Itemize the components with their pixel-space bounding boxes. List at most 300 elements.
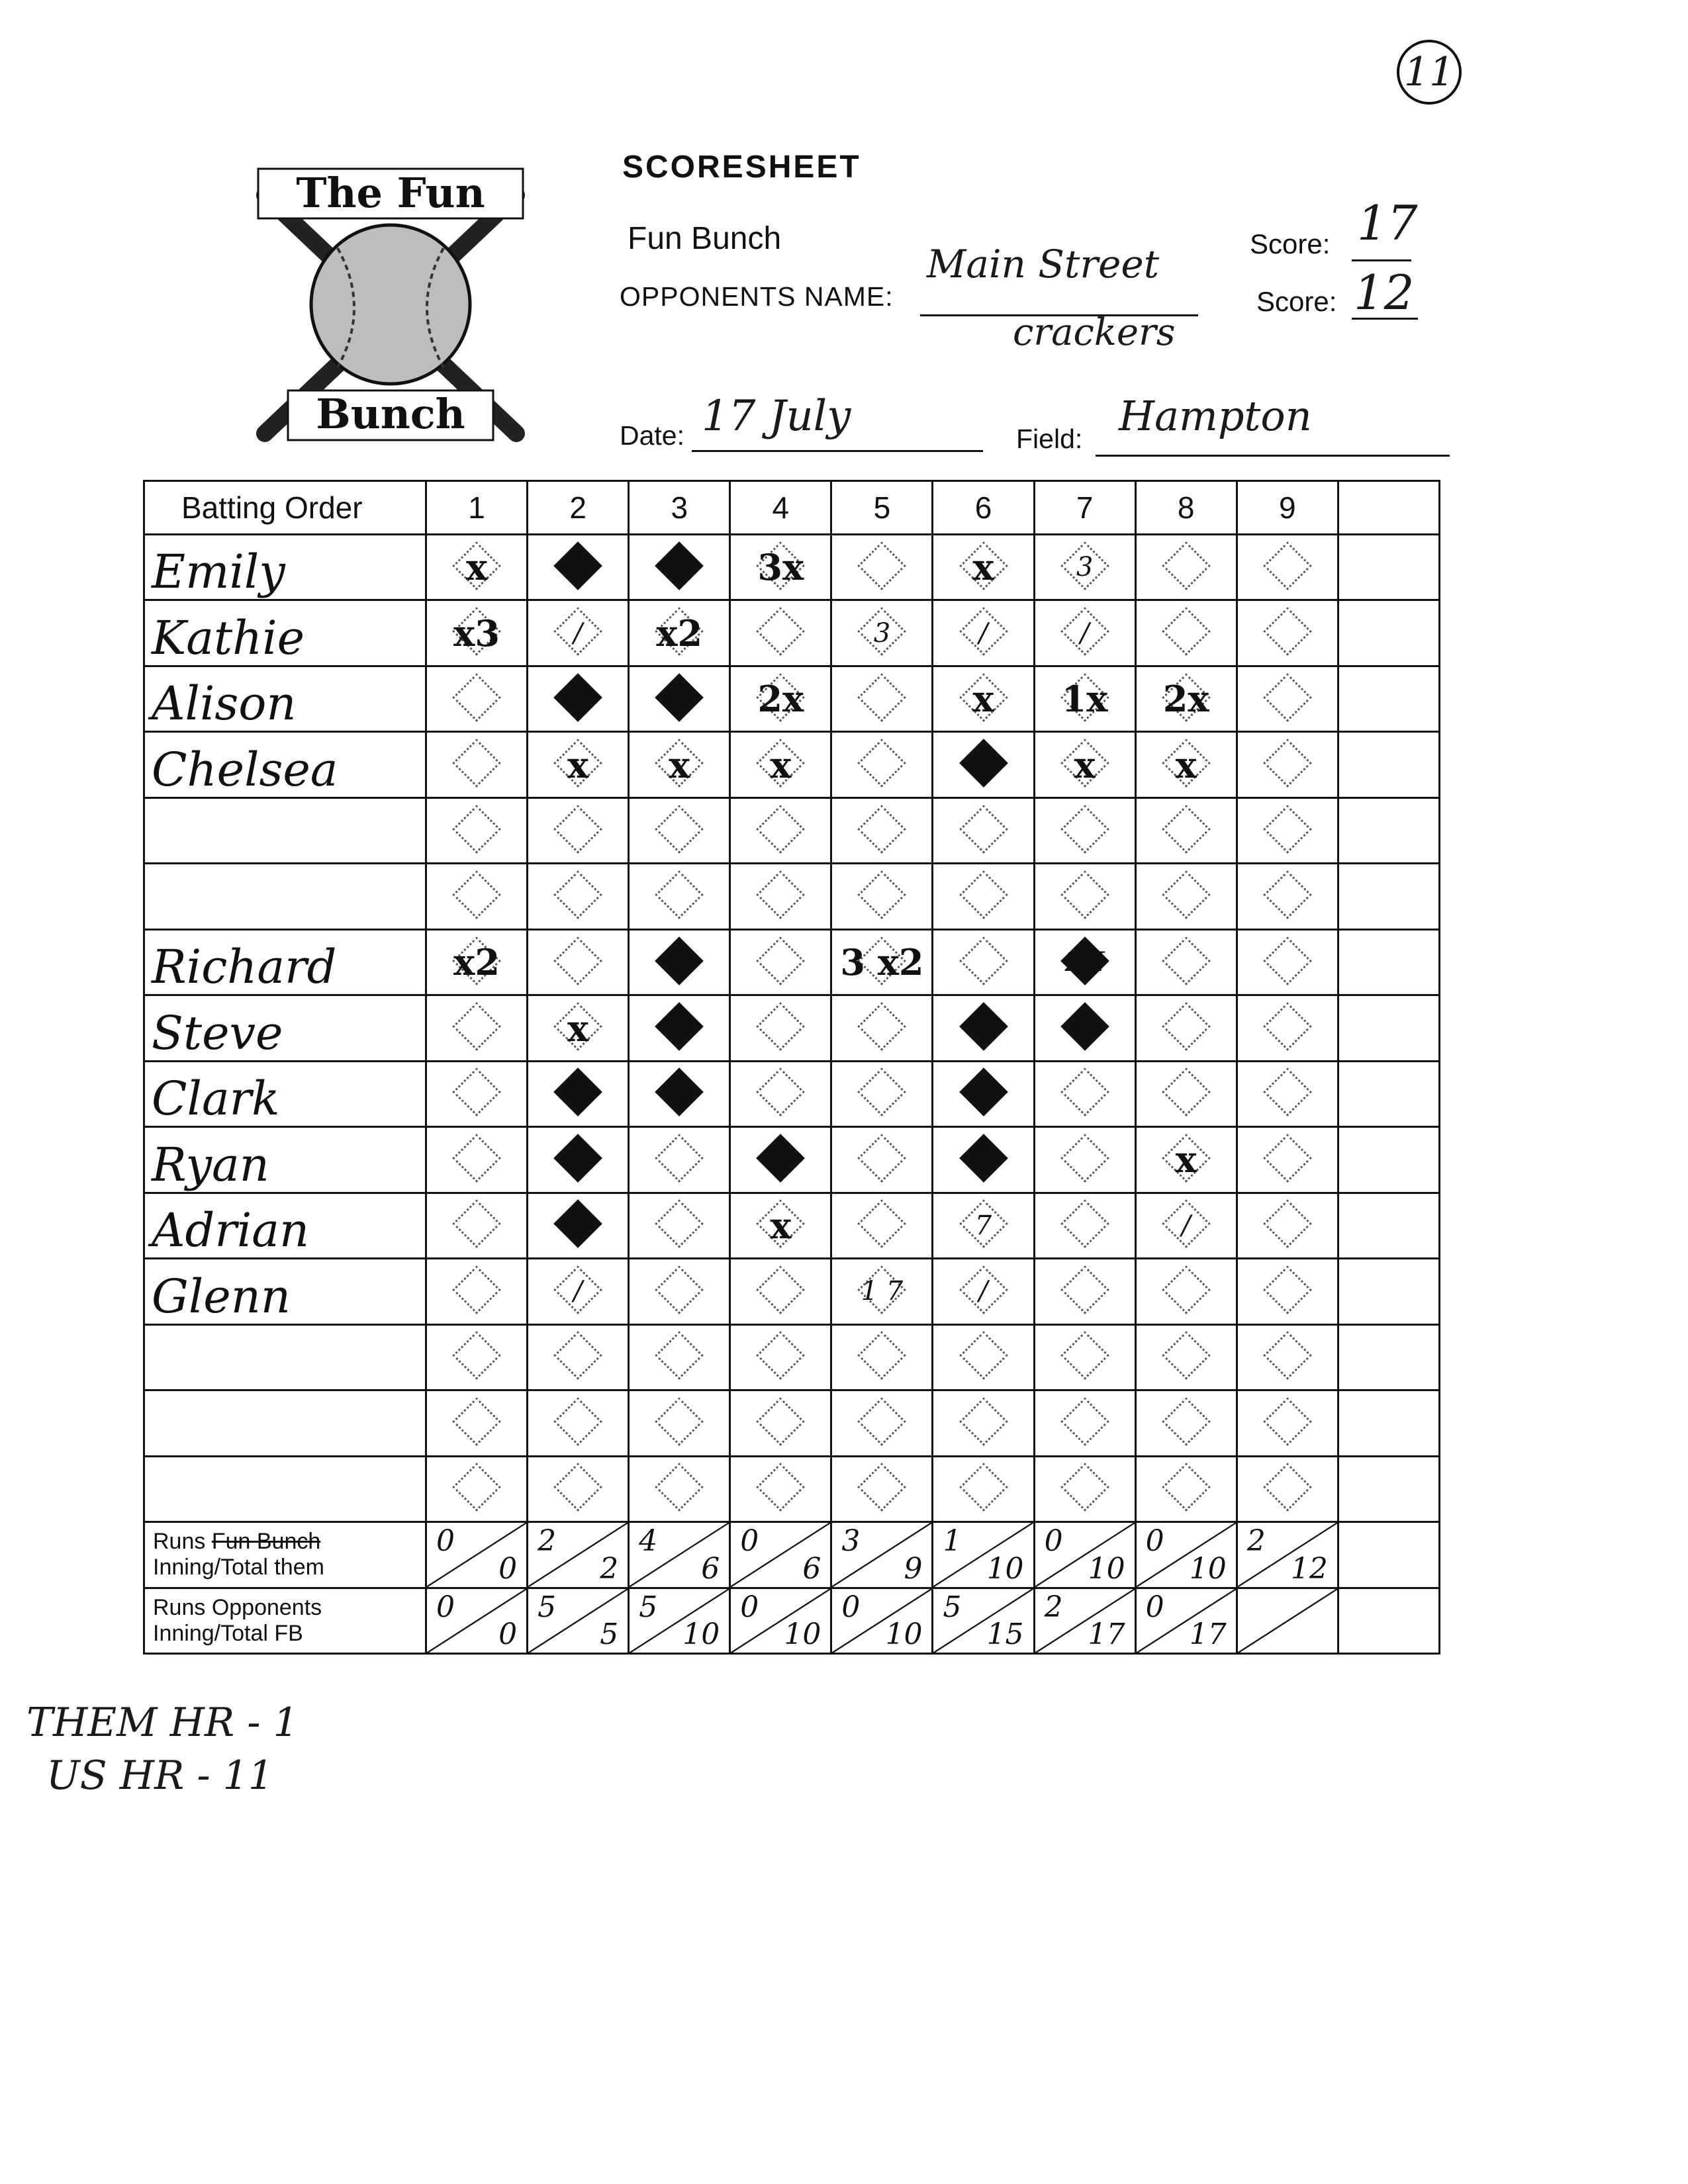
at-bat-cell[interactable] — [730, 1456, 831, 1522]
field-underline — [1096, 455, 1450, 457]
base-diamond-icon — [452, 1332, 501, 1381]
at-bat-cell[interactable] — [1135, 666, 1237, 731]
at-bat-cell[interactable] — [831, 864, 933, 929]
at-bat-cell[interactable] — [831, 1127, 933, 1193]
at-bat-cell[interactable] — [426, 535, 528, 600]
at-bat-cell[interactable] — [1338, 1193, 1439, 1258]
at-bat-cell[interactable] — [528, 732, 629, 797]
at-bat-cell[interactable] — [1135, 1456, 1237, 1522]
base-diamond-icon — [553, 607, 602, 656]
at-bat-cell[interactable] — [1237, 1127, 1338, 1193]
at-bat-cell[interactable] — [1034, 600, 1135, 666]
at-bat-cell[interactable] — [426, 864, 528, 929]
at-bat-cell[interactable] — [1237, 797, 1338, 863]
cell-mark: / — [978, 1276, 988, 1307]
at-bat-cell[interactable] — [933, 1390, 1034, 1456]
at-bat-cell[interactable] — [831, 1456, 933, 1522]
base-diamond-icon — [858, 541, 907, 590]
base-diamond-icon — [553, 1463, 602, 1512]
at-bat-cell[interactable] — [1135, 1324, 1237, 1390]
cell-mark: H — [566, 552, 590, 583]
running-total: 9 — [904, 1551, 923, 1586]
base-diamond-icon — [1060, 936, 1109, 985]
running-total: 2 — [600, 1551, 619, 1586]
at-bat-cell[interactable] — [1135, 929, 1237, 995]
at-bat-cell[interactable] — [1237, 732, 1338, 797]
at-bat-cell[interactable] — [1135, 864, 1237, 929]
at-bat-cell[interactable] — [1034, 864, 1135, 929]
at-bat-cell[interactable] — [1135, 1193, 1237, 1258]
at-bat-cell[interactable] — [933, 1061, 1034, 1126]
running-total: 6 — [802, 1551, 821, 1586]
running-total: 12 — [1290, 1551, 1328, 1586]
runs-us-row-cell[interactable] — [1237, 1522, 1338, 1588]
opponents-name-line2[interactable]: crackers — [1013, 311, 1176, 354]
at-bat-cell[interactable] — [1338, 929, 1439, 995]
base-diamond-icon — [757, 673, 806, 722]
at-bat-cell[interactable] — [1237, 535, 1338, 600]
at-bat-cell[interactable] — [426, 1456, 528, 1522]
at-bat-cell[interactable] — [629, 1324, 730, 1390]
at-bat-cell[interactable] — [730, 666, 831, 731]
cell-mark: H — [566, 684, 590, 715]
cell-mark — [1339, 1259, 1438, 1323]
at-bat-cell[interactable] — [1338, 864, 1439, 929]
fun-bunch-logo — [238, 156, 543, 453]
at-bat-cell[interactable] — [730, 995, 831, 1061]
cell-mark: 3 x2 — [840, 941, 924, 984]
base-diamond-icon — [858, 870, 907, 919]
base-diamond-icon — [1162, 870, 1211, 919]
at-bat-cell[interactable] — [426, 1061, 528, 1126]
at-bat-cell[interactable] — [528, 1259, 629, 1324]
at-bat-cell[interactable] — [1135, 535, 1237, 600]
at-bat-cell[interactable] — [528, 600, 629, 666]
running-total: 17 — [1189, 1617, 1227, 1651]
at-bat-cell[interactable] — [730, 929, 831, 995]
runs-opponents-row-cell[interactable] — [1135, 1588, 1237, 1654]
runs-us-row-cell[interactable] — [1135, 1522, 1237, 1588]
at-bat-cell[interactable] — [1338, 535, 1439, 600]
at-bat-cell[interactable] — [528, 929, 629, 995]
at-bat-cell[interactable] — [629, 995, 730, 1061]
at-bat-cell[interactable] — [528, 535, 629, 600]
at-bat-cell[interactable] — [629, 1456, 730, 1522]
cell-mark: x — [1175, 743, 1197, 786]
base-diamond-icon — [1162, 1002, 1211, 1051]
at-bat-cell[interactable] — [933, 1324, 1034, 1390]
base-diamond-icon — [757, 1200, 806, 1249]
player-name[interactable]: Clark — [144, 1061, 426, 1126]
base-diamond-icon — [959, 541, 1008, 590]
at-bat-cell[interactable] — [528, 1127, 629, 1193]
inning-header-7: 7 — [1034, 481, 1135, 535]
at-bat-cell[interactable] — [730, 535, 831, 600]
at-bat-cell[interactable] — [629, 732, 730, 797]
base-diamond-icon — [1162, 1332, 1211, 1381]
cell-mark: H — [1073, 1013, 1097, 1044]
base-diamond-icon — [959, 1397, 1008, 1446]
at-bat-cell[interactable] — [528, 797, 629, 863]
at-bat-cell[interactable] — [1135, 1259, 1237, 1324]
at-bat-cell[interactable] — [1034, 666, 1135, 731]
inning-header-9: 9 — [1237, 481, 1338, 535]
at-bat-cell[interactable] — [933, 1456, 1034, 1522]
base-diamond-icon — [1263, 1397, 1312, 1446]
at-bat-cell[interactable] — [1237, 1456, 1338, 1522]
base-diamond-icon — [553, 1397, 602, 1446]
at-bat-cell[interactable] — [1237, 929, 1338, 995]
running-total: 10 — [986, 1551, 1024, 1586]
at-bat-cell[interactable] — [933, 797, 1034, 863]
player-name[interactable]: Glenn — [144, 1259, 426, 1324]
at-bat-cell[interactable] — [629, 797, 730, 863]
base-diamond-icon — [553, 1332, 602, 1381]
at-bat-cell[interactable] — [528, 995, 629, 1061]
running-total: 0 — [498, 1617, 518, 1651]
base-diamond-icon — [1060, 870, 1109, 919]
at-bat-cell[interactable] — [1034, 1390, 1135, 1456]
base-diamond-icon — [452, 870, 501, 919]
runs-opponents-row-cell[interactable] — [831, 1588, 933, 1654]
inning-header-10 — [1338, 481, 1439, 535]
at-bat-cell[interactable] — [1338, 666, 1439, 731]
runs-opponents-row-cell[interactable] — [528, 1588, 629, 1654]
at-bat-cell[interactable] — [933, 1259, 1034, 1324]
at-bat-cell[interactable] — [629, 535, 730, 600]
score-table — [143, 480, 1440, 1655]
at-bat-cell[interactable] — [1034, 535, 1135, 600]
at-bat-cell[interactable] — [730, 1390, 831, 1456]
player-name[interactable]: Kathie — [144, 600, 426, 666]
cell-mark — [1339, 601, 1438, 664]
player-name[interactable] — [144, 797, 426, 863]
score-label-1: Score: — [1250, 228, 1331, 259]
at-bat-cell[interactable] — [933, 864, 1034, 929]
at-bat-cell[interactable] — [933, 995, 1034, 1061]
base-diamond-icon — [1060, 805, 1109, 854]
base-diamond-icon — [959, 1200, 1008, 1249]
base-diamond-icon — [1060, 1068, 1109, 1117]
at-bat-cell[interactable] — [1034, 797, 1135, 863]
at-bat-cell[interactable] — [528, 1390, 629, 1456]
at-bat-cell[interactable] — [629, 1061, 730, 1126]
cell-mark: H — [972, 1078, 995, 1109]
at-bat-cell[interactable] — [1034, 1193, 1135, 1258]
at-bat-cell[interactable] — [528, 666, 629, 731]
at-bat-cell[interactable] — [1237, 666, 1338, 731]
at-bat-cell[interactable] — [1135, 600, 1237, 666]
at-bat-cell[interactable] — [831, 666, 933, 731]
at-bat-cell[interactable] — [629, 600, 730, 666]
at-bat-cell[interactable] — [730, 732, 831, 797]
player-row — [144, 995, 1440, 1061]
player-row — [144, 929, 1440, 995]
runs-opponents-row-cell[interactable] — [1034, 1588, 1135, 1654]
at-bat-cell[interactable] — [629, 1390, 730, 1456]
cell-mark: x — [1074, 743, 1096, 786]
cell-mark: x — [465, 546, 488, 589]
at-bat-cell[interactable] — [730, 1324, 831, 1390]
inning-runs: 0 — [740, 1524, 759, 1559]
at-bat-cell[interactable] — [831, 1193, 933, 1258]
at-bat-cell[interactable] — [1338, 995, 1439, 1061]
at-bat-cell[interactable] — [1338, 797, 1439, 863]
at-bat-cell[interactable] — [1338, 1390, 1439, 1456]
at-bat-cell[interactable] — [426, 1193, 528, 1258]
at-bat-cell[interactable] — [1135, 732, 1237, 797]
player-name[interactable] — [144, 1324, 426, 1390]
cell-mark — [1339, 1326, 1438, 1389]
at-bat-cell[interactable] — [426, 1259, 528, 1324]
at-bat-cell[interactable] — [1338, 1456, 1439, 1522]
running-total: 10 — [1088, 1551, 1125, 1586]
inning-runs: 2 — [538, 1524, 557, 1559]
cell-mark: x — [567, 1007, 589, 1050]
base-diamond-icon — [553, 936, 602, 985]
at-bat-cell[interactable] — [831, 1259, 933, 1324]
at-bat-cell[interactable] — [1338, 1259, 1439, 1324]
at-bat-cell[interactable] — [933, 1193, 1034, 1258]
cell-mark: / — [978, 617, 988, 649]
base-diamond-icon — [959, 673, 1008, 722]
at-bat-cell[interactable] — [831, 535, 933, 600]
at-bat-cell[interactable] — [426, 1127, 528, 1193]
score-value-1[interactable]: 17 — [1357, 195, 1418, 251]
cell-mark: H — [566, 1210, 590, 1241]
at-bat-cell[interactable] — [730, 1193, 831, 1258]
inning-runs: 4 — [639, 1524, 658, 1559]
svg-text:The Fun: The Fun — [296, 169, 485, 217]
cell-mark: 2x — [757, 678, 804, 721]
base-diamond-icon — [858, 673, 907, 722]
running-total: 10 — [682, 1617, 720, 1651]
at-bat-cell[interactable] — [1135, 797, 1237, 863]
at-bat-cell[interactable] — [629, 666, 730, 731]
at-bat-cell[interactable] — [629, 929, 730, 995]
at-bat-cell[interactable] — [730, 864, 831, 929]
at-bat-cell[interactable] — [831, 600, 933, 666]
base-diamond-icon — [1060, 1463, 1109, 1512]
base-diamond-icon — [655, 1463, 704, 1512]
at-bat-cell[interactable] — [933, 666, 1034, 731]
at-bat-cell[interactable] — [629, 1193, 730, 1258]
inning-total-divider — [1238, 1589, 1337, 1653]
at-bat-cell[interactable] — [730, 1127, 831, 1193]
at-bat-cell[interactable] — [1237, 1390, 1338, 1456]
at-bat-cell[interactable] — [1237, 864, 1338, 929]
base-diamond-icon — [1162, 1397, 1211, 1446]
at-bat-cell[interactable] — [1034, 1456, 1135, 1522]
at-bat-cell[interactable] — [1338, 732, 1439, 797]
at-bat-cell[interactable] — [1338, 600, 1439, 666]
field-value[interactable]: Hampton — [1119, 392, 1312, 440]
runs-opponents-row-cell[interactable] — [1237, 1588, 1338, 1654]
base-diamond-icon — [655, 739, 704, 788]
at-bat-cell[interactable] — [1135, 1390, 1237, 1456]
at-bat-cell[interactable] — [1237, 1324, 1338, 1390]
cell-mark: / — [1181, 1210, 1191, 1241]
at-bat-cell[interactable] — [1135, 995, 1237, 1061]
at-bat-cell[interactable] — [831, 1061, 933, 1126]
at-bat-cell[interactable] — [1237, 1259, 1338, 1324]
cell-mark — [1339, 996, 1438, 1060]
runs-opponents-row-cell[interactable] — [426, 1588, 528, 1654]
at-bat-cell[interactable] — [629, 864, 730, 929]
player-name[interactable]: Adrian — [144, 1193, 426, 1258]
at-bat-cell[interactable] — [831, 797, 933, 863]
player-name[interactable]: Emily — [144, 535, 426, 600]
runs-us-row-label-line: Inning/Total them — [153, 1555, 324, 1580]
base-diamond-icon — [858, 607, 907, 656]
inning-header-2: 2 — [528, 481, 629, 535]
at-bat-cell[interactable] — [1034, 732, 1135, 797]
runs-us-row-cell[interactable] — [1034, 1522, 1135, 1588]
player-name[interactable] — [144, 864, 426, 929]
at-bat-cell[interactable] — [426, 600, 528, 666]
at-bat-cell[interactable] — [730, 1259, 831, 1324]
cell-mark — [1339, 931, 1438, 994]
at-bat-cell[interactable] — [426, 797, 528, 863]
at-bat-cell[interactable] — [426, 732, 528, 797]
at-bat-cell[interactable] — [1237, 995, 1338, 1061]
note-them-hr: THEM HR - 1 — [26, 1700, 299, 1746]
runs-us-row-cell[interactable] — [629, 1522, 730, 1588]
at-bat-cell[interactable] — [629, 1127, 730, 1193]
at-bat-cell[interactable] — [528, 864, 629, 929]
at-bat-cell[interactable] — [528, 1324, 629, 1390]
base-diamond-icon — [1263, 739, 1312, 788]
runs-us-row-cell[interactable] — [730, 1522, 831, 1588]
at-bat-cell[interactable] — [1338, 1324, 1439, 1390]
cell-mark: 3 — [873, 617, 891, 649]
at-bat-cell[interactable] — [831, 1324, 933, 1390]
cell-mark: / — [573, 1276, 583, 1307]
at-bat-cell[interactable] — [426, 929, 528, 995]
at-bat-cell[interactable] — [1034, 995, 1135, 1061]
at-bat-cell[interactable] — [831, 1390, 933, 1456]
inning-header-8: 8 — [1135, 481, 1237, 535]
note-us-hr: US HR - 11 — [46, 1752, 274, 1799]
at-bat-cell[interactable] — [933, 535, 1034, 600]
date-label: Date: — [620, 420, 684, 451]
runs-us-row-label — [144, 1522, 426, 1588]
player-name[interactable] — [144, 1390, 426, 1456]
at-bat-cell[interactable] — [1237, 1061, 1338, 1126]
at-bat-cell[interactable] — [426, 1390, 528, 1456]
running-total: 5 — [600, 1617, 619, 1651]
score-label-2: Score: — [1256, 286, 1337, 317]
at-bat-cell[interactable] — [1338, 1061, 1439, 1126]
base-diamond-icon — [757, 1068, 806, 1117]
player-name[interactable]: Richard — [144, 929, 426, 995]
cell-mark: x — [567, 743, 589, 786]
at-bat-cell[interactable] — [426, 666, 528, 731]
date-value[interactable]: 17 July — [702, 392, 851, 441]
at-bat-cell[interactable] — [528, 1061, 629, 1126]
at-bat-cell[interactable] — [933, 732, 1034, 797]
runs-opponents-row-cell[interactable] — [730, 1588, 831, 1654]
running-total: 15 — [986, 1617, 1024, 1651]
base-diamond-icon — [757, 1002, 806, 1051]
at-bat-cell[interactable] — [1135, 1061, 1237, 1126]
at-bat-cell[interactable] — [1034, 1061, 1135, 1126]
player-row — [144, 1193, 1440, 1258]
base-diamond-icon — [858, 739, 907, 788]
player-name[interactable]: Alison — [144, 666, 426, 731]
player-row — [144, 1324, 1440, 1390]
at-bat-cell[interactable] — [1338, 1127, 1439, 1193]
at-bat-cell[interactable] — [426, 1324, 528, 1390]
at-bat-cell[interactable] — [730, 600, 831, 666]
runs-us-row-cell[interactable] — [426, 1522, 528, 1588]
sheet-title: SCORESHEET — [622, 150, 861, 185]
page-number: 11 — [1397, 40, 1462, 105]
at-bat-cell[interactable] — [730, 1061, 831, 1126]
at-bat-cell[interactable] — [933, 600, 1034, 666]
at-bat-cell[interactable] — [528, 1193, 629, 1258]
runs-us-row-cell[interactable] — [933, 1522, 1034, 1588]
cell-mark: 2H — [1064, 947, 1105, 978]
opponents-label: OPPONENTS NAME: — [620, 281, 894, 312]
cell-mark — [1339, 1128, 1438, 1191]
base-diamond-icon — [959, 739, 1008, 788]
runs-opponents-row-cell[interactable] — [933, 1588, 1034, 1654]
at-bat-cell[interactable] — [1034, 1259, 1135, 1324]
at-bat-cell[interactable] — [831, 929, 933, 995]
cell-mark: H — [566, 1144, 590, 1175]
base-diamond-icon — [858, 1200, 907, 1249]
at-bat-cell[interactable] — [1034, 1127, 1135, 1193]
at-bat-cell[interactable] — [831, 732, 933, 797]
base-diamond-icon — [1060, 541, 1109, 590]
base-diamond-icon — [1263, 805, 1312, 854]
runs-us-row-cell[interactable] — [528, 1522, 629, 1588]
at-bat-cell[interactable] — [933, 929, 1034, 995]
at-bat-cell[interactable] — [426, 995, 528, 1061]
at-bat-cell[interactable] — [831, 995, 933, 1061]
at-bat-cell[interactable] — [1237, 600, 1338, 666]
at-bat-cell[interactable] — [730, 797, 831, 863]
cell-mark — [1339, 667, 1438, 731]
base-diamond-icon — [959, 1463, 1008, 1512]
player-name[interactable]: Steve — [144, 995, 426, 1061]
base-diamond-icon — [452, 1002, 501, 1051]
base-diamond-icon — [757, 1332, 806, 1381]
base-diamond-icon — [959, 1068, 1008, 1117]
score-value-2[interactable]: 12 — [1354, 265, 1415, 320]
at-bat-cell[interactable] — [528, 1456, 629, 1522]
base-diamond-icon — [655, 1265, 704, 1314]
at-bat-cell[interactable] — [1034, 929, 1135, 995]
base-diamond-icon — [1263, 1463, 1312, 1512]
runs-opponents-row-cell[interactable] — [629, 1588, 730, 1654]
at-bat-cell[interactable] — [1237, 1193, 1338, 1258]
at-bat-cell[interactable] — [933, 1127, 1034, 1193]
at-bat-cell[interactable] — [629, 1259, 730, 1324]
player-name[interactable]: Ryan — [144, 1127, 426, 1193]
player-name[interactable]: Chelsea — [144, 732, 426, 797]
player-name[interactable] — [144, 1456, 426, 1522]
opponents-name-line1[interactable]: Main Street — [927, 242, 1160, 287]
player-row — [144, 1259, 1440, 1324]
runs-opponents-row-cell[interactable] — [1338, 1588, 1439, 1654]
at-bat-cell[interactable] — [1135, 1127, 1237, 1193]
at-bat-cell[interactable] — [1034, 1324, 1135, 1390]
base-diamond-icon — [757, 541, 806, 590]
runs-us-row-cell[interactable] — [831, 1522, 933, 1588]
runs-us-row-cell[interactable] — [1338, 1522, 1439, 1588]
